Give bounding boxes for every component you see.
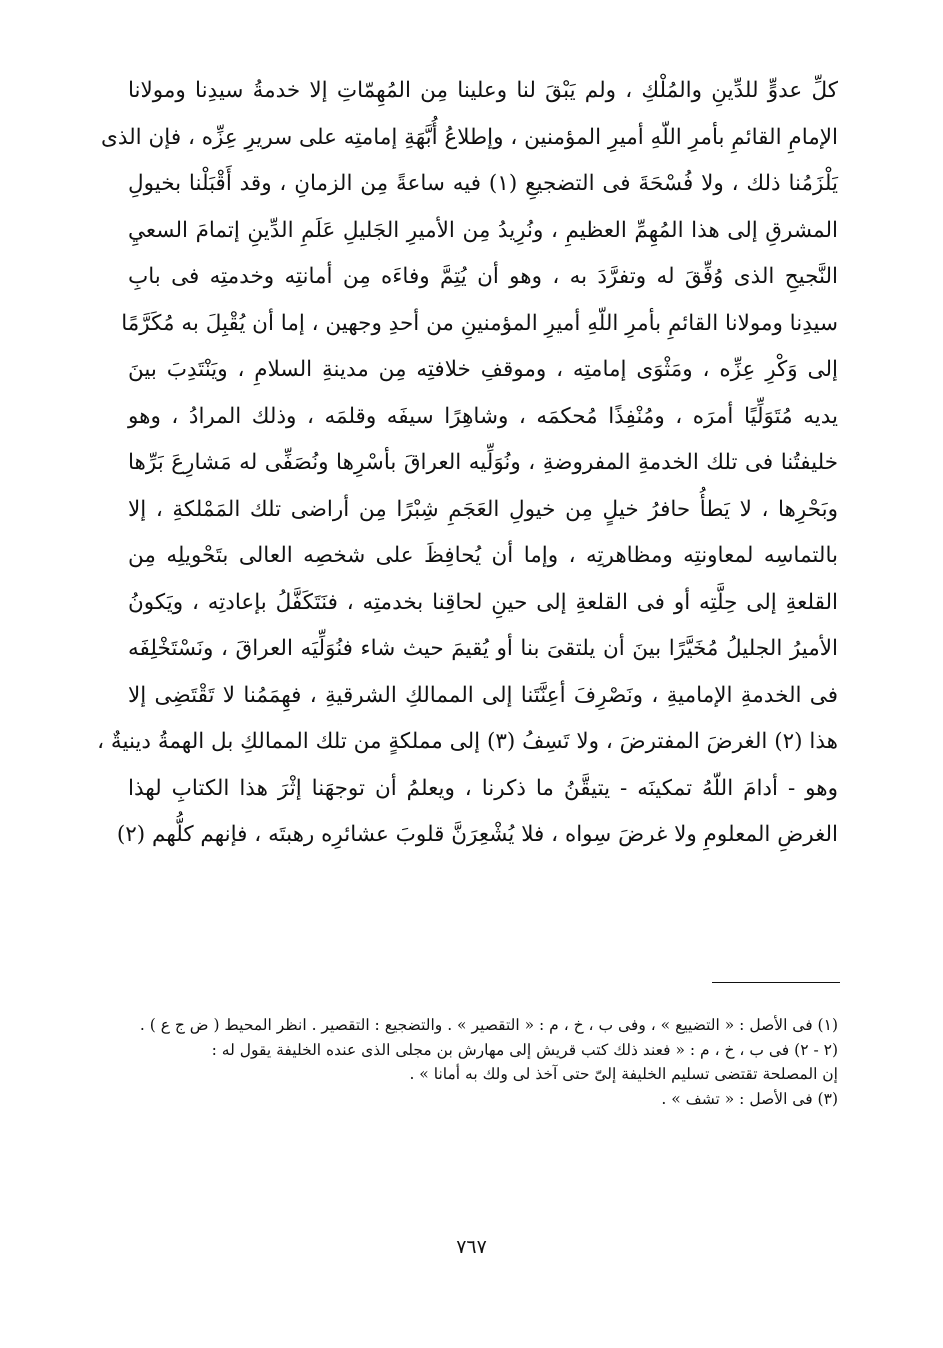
text-line: الإمامِ القائمِ بأمرِ اللّهِ أميرِ المؤمنين ، وإطلاعُ أُبَّهَةِ إمامتِه على سريرِ عِزِّه ، فإن الذى (101, 124, 838, 150)
footnote-line: إن المصلحة تقتضى تسليم الخليفة إلىّ حتى آخذ لى ولك به أمانا » . (409, 1065, 838, 1083)
text-line: كلِّ عدوٍّ للدِّينِ والمُلْكِ ، ولم يَبْقَ لنا وعلينا مِن المُهِمّاتِ إلا خدمةُ سيدِنا ومولانا (128, 78, 838, 103)
text-line: الغرضِ المعلومِ ولا غرضَ سِواه ، فلا يُشْعِرَنَّ قلوبَ عشائرِه رهبتَه ، فإنهم كلُّهم (٢) (116, 822, 838, 847)
page-number: ٧٦٧ (456, 1236, 487, 1258)
text-line: وهو - أدامَ اللّهُ تمكينَه - يتيقَّنُ ما ذكرنا ، ويعلمُ أن توجهَنا إثْرَ هذا الكتابِ لهذا (128, 775, 838, 801)
text-line: وبَحْرِها ، لا يَطأُ حافرُ خيلٍ مِن خيولِ العَجَمِ شِبْرًا مِن أراضى تلك المَمْلكةِ ، إلا (128, 496, 838, 522)
footnote-line: (٢ - ٢) فى ب ، خ ، م : « فعند ذلك كتب قريش إلى مهارش بن مجلى الذى عنده الخليفة يقول له : (211, 1040, 838, 1059)
text-line: هذا (٢) الغرضَ المفترضَ ، ولا تَسِفُ (٣) إلى مملكةٍ من تلك الممالكِ بل الهمةُ دينيةٌ ، (97, 729, 838, 754)
text-line: القلعةِ إلى حِلَّتِه أو فى القلعةِ إلى حينِ لحاقِنا بخدمتِه ، فنَتَكَفَّلُ بإعادتِه ، ويَكونُ (128, 589, 838, 615)
footnote-separator (712, 982, 840, 983)
text-line: يَلْزَمُنا ذلك ، ولا فُسْحَةَ فى التضجيعِ (١) فيه ساعةً مِن الزمانِ ، وقد أَقْبَلْنا بخيولِ (128, 171, 838, 196)
footnote-line: (٣) فى الأصل : « تشف » . (661, 1089, 838, 1108)
main-text-block (97, 68, 838, 859)
text-line: يديه مُتَوَلِّيًا أمرَه ، ومُنْفِذًا مُحكمَه ، وشاهِرًا سيفَه وقلمَه ، وذلك المرادُ ، وهو (128, 403, 838, 429)
text-line: بالتماسِه لمعاونتِه ومظاهرتِه ، وإما أن يُحافِظَ على شخصِه العالى بتَحْويلِه مِن (128, 543, 838, 568)
text-line: المشرقِ إلى هذا المُهِمِّ العظيمِ ، ونُرِيدُ مِن الأميرِ الجَليلِ عَلَمِ الدِّينِ إتمامَ السعيِ (128, 217, 838, 243)
text-line: إلى وَكْرِ عِزِّه ، ومَثْوَى إمامتِه ، وموقفِ خلافتِه مِن مدينةِ السلامِ ، ويَنْتَدِبَ بينَ (128, 357, 838, 382)
text-line: فى الخدمةِ الإماميةِ ، ونَصْرِفَ أعِنَّتَنا إلى الممالكِ الشرقيةِ ، فهِمَمُنا لا تَقْتَضِى إلا (128, 682, 838, 708)
text-line: سيدِنا ومولانا القائمِ بأمرِ اللّهِ أميرِ المؤمنينِ من أحدِ وجهين ، إما أن يُقْبِلَ به مُكَرَّمًا (121, 310, 838, 336)
text-line: الأميرُ الجليلُ مُخَيَّرًا بينَ أن يلتقىَ بنا أو يُقيمَ حيث شاء فنُوَلِّيَه العراقَ ، ونَسْتَخْلِفَه (128, 636, 838, 661)
text-line: النَّجيحِ الذى وُفِّقَ له وتفرَّدَ به ، وهو أن يُتِمَّ وفاءَه مِن أمانتِه وخدمتِه فى بابِ (128, 264, 838, 289)
text-line: خليفتُنا فى تلك الخدمةِ المفروضةِ ، ونُوَلِّيه العراقَ بأسْرِها ونُصَفِّى له مَشارِعَ بَرِّها (128, 450, 838, 475)
footnote-line: (١) فى الأصل : « التضييع » ، وفى ب ، خ ، م : « التقصير » . والتضجيع : التقصير . انظر المحيط ( ض ج ع ) . (139, 1016, 838, 1034)
footnotes-block (138, 1013, 838, 1111)
